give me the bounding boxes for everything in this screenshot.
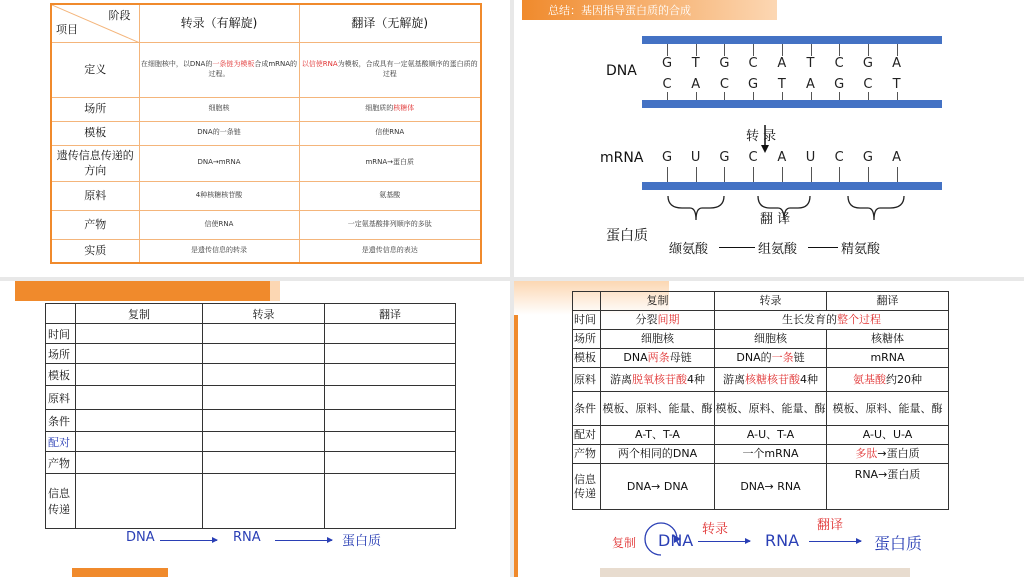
base-tick (897, 44, 898, 56)
amino-acid: 组氨酸 (758, 242, 798, 257)
cell: 在细胞核中，以DNA的一条链为模板合成mRNA的过程。 (139, 42, 299, 97)
header-transcription: 转录（有解旋) (139, 4, 299, 42)
base-tick (667, 92, 668, 100)
base-tick (667, 44, 668, 56)
cell: 氨基酸 (299, 181, 481, 210)
amino-acid: 缬氨酸 (669, 242, 709, 257)
bottom-dna: DNA (658, 531, 694, 550)
dna-bottom-strand (642, 100, 942, 108)
base-tick (839, 92, 840, 100)
mrna-base: G (862, 150, 873, 165)
base-tick (811, 44, 812, 56)
cell: 细胞核 (139, 97, 299, 121)
corner-cell: 阶段 项目 (51, 4, 139, 42)
mrna-base: U (690, 150, 701, 165)
base-tick (868, 167, 869, 182)
base-tick (811, 92, 812, 100)
slide-banner: 总结：基因指导蛋白质的合成 (522, 0, 777, 20)
slide-gene-expression-diagram[interactable] (514, 0, 1024, 277)
replication-label: 复制 (612, 536, 637, 550)
base-tick (724, 92, 725, 100)
codon-braces (664, 192, 914, 232)
dna-bottom-base: G (748, 77, 759, 92)
mrna-label: mRNA (600, 150, 644, 166)
amino-acid: 精氨酸 (841, 242, 881, 257)
mrna-base: A (892, 150, 902, 165)
dna-top-base: T (691, 56, 700, 71)
base-tick (753, 167, 754, 182)
mrna-base: G (661, 150, 673, 165)
peptide-bond (808, 247, 838, 248)
flow-dna: DNA (126, 530, 155, 545)
dna-top-base: C (748, 56, 758, 71)
bottom-protein: 蛋白质 (874, 534, 923, 553)
base-tick (868, 44, 869, 56)
cell: DNA的一条链 (139, 121, 299, 145)
base-tick (868, 92, 869, 100)
down-arrow-icon (759, 125, 771, 155)
cell: 以信使RNA为模板，合成具有一定氨基酸顺序的蛋白质的过程 (299, 42, 481, 97)
dna-bottom-base: T (777, 77, 786, 92)
blank-table: 复制 转录 翻译 时间 场所 模板 原料 条件 配对 产物 信息传递 (45, 303, 456, 529)
dna-top-base: T (806, 56, 815, 71)
arrow-icon (160, 540, 217, 541)
dna-top-base: A (892, 56, 902, 71)
dna-top-base: G (862, 56, 873, 71)
next-slide-image (600, 568, 910, 577)
flow-rna: RNA (233, 530, 261, 545)
base-tick (753, 44, 754, 56)
dna-bottom-base: G (834, 77, 845, 92)
base-tick (897, 92, 898, 100)
cell: 是遗传信息的转录 (139, 239, 299, 263)
translation-label: 翻译 (817, 518, 844, 533)
mrna-base: C (748, 150, 758, 165)
base-tick (696, 167, 697, 182)
cell: 4种核糖核苷酸 (139, 181, 299, 210)
cell: 信使RNA (299, 121, 481, 145)
slide-filled-comparison[interactable] (514, 281, 1024, 577)
base-tick (839, 44, 840, 56)
slide-transcription-translation-table[interactable] (0, 0, 510, 277)
mrna-base: A (777, 150, 787, 165)
flow-protein: 蛋白质 (342, 534, 382, 549)
base-tick (724, 44, 725, 56)
base-tick (811, 167, 812, 182)
dna-top-base: G (661, 56, 673, 71)
dna-bottom-base: C (719, 77, 729, 92)
dna-bottom-base: C (863, 77, 873, 92)
dna-label: DNA (606, 63, 637, 79)
dna-bottom-base: C (662, 77, 672, 92)
filled-table: 复制 转录 翻译 时间 分裂间期 生长发育的整个过程 场所 细胞核 细胞核 核糖体 模板 DNA两条母链 DNA的一条链 mRNA 原料 游离脱氧核苷酸4种 游离核糖核苷酸4种 氨基酸约20种 条件 模板、原料、能量、酶 模板、原料、能量、酶 模板、原料、能量、酶 配对 A-T、T-A A-U、T-A A-U、U-A 产物 两个相同的DNA 一个mRNA 多肽→蛋白质 信息传递 DNA→ DNA DNA→ RNA RNA→蛋白质 (572, 291, 949, 510)
dna-bottom-base: A (806, 77, 815, 92)
cell: 细胞质的核糖体 (299, 97, 481, 121)
transcription-label: 转录 (702, 522, 729, 537)
base-tick (724, 167, 725, 182)
base-tick (839, 167, 840, 182)
dna-bottom-base: A (691, 77, 701, 92)
base-tick (782, 44, 783, 56)
next-slide-accent (72, 568, 168, 577)
peptide-bond (719, 247, 755, 248)
cell: 是遗传信息的表达 (299, 239, 481, 263)
header-translation: 翻译（无解旋) (299, 4, 481, 42)
header-tab-accent (270, 281, 280, 301)
translation-label: 翻 译 (760, 212, 791, 227)
cell: DNA→mRNA (139, 145, 299, 181)
bottom-rna: RNA (765, 531, 800, 550)
protein-label: 蛋白质 (606, 228, 648, 244)
transcription-label: 转 录 (746, 129, 777, 144)
arrow-icon (698, 541, 750, 542)
base-tick (696, 92, 697, 100)
base-tick (696, 44, 697, 56)
base-tick (667, 167, 668, 182)
mrna-base: U (805, 150, 816, 165)
cell: 一定氨基酸排列顺序的多肽 (299, 210, 481, 239)
slide-blank-comparison[interactable] (0, 281, 510, 577)
base-tick (782, 167, 783, 182)
comparison-table: 阶段 项目 转录（有解旋) 翻译（无解旋) 定义 在细胞核中，以DNA的一条链为模板合成mRNA的过程。 以信使RNA为模板，合成具有一定氨基酸顺序的蛋白质的过程 场所 细胞核 细胞质的核糖体 模板 DNA的一条链 信使RNA 遗传信息传递的方向 DNA→mRNA mRNA→蛋白质 原料 4种核糖核苷酸 氨基酸 产物 信使RNA 一定氨基酸排列顺序的多肽 实质 是遗传信息的转录 是遗传信息的表达 (50, 3, 482, 264)
accent-stripe (514, 281, 518, 577)
cell: mRNA→蛋白质 (299, 145, 481, 181)
cell: 信使RNA (139, 210, 299, 239)
dna-top-base: C (834, 56, 844, 71)
base-tick (782, 92, 783, 100)
mrna-base: C (834, 150, 844, 165)
dna-top-strand (642, 36, 942, 44)
dna-top-base: A (777, 56, 787, 71)
dna-bottom-base: T (892, 77, 901, 92)
header-tab (15, 281, 270, 301)
base-tick (897, 167, 898, 182)
mrna-base: G (719, 150, 730, 165)
mrna-strand (642, 182, 942, 190)
dna-top-base: G (719, 56, 730, 71)
base-tick (753, 92, 754, 100)
arrow-icon (809, 541, 861, 542)
arrow-icon (275, 540, 332, 541)
